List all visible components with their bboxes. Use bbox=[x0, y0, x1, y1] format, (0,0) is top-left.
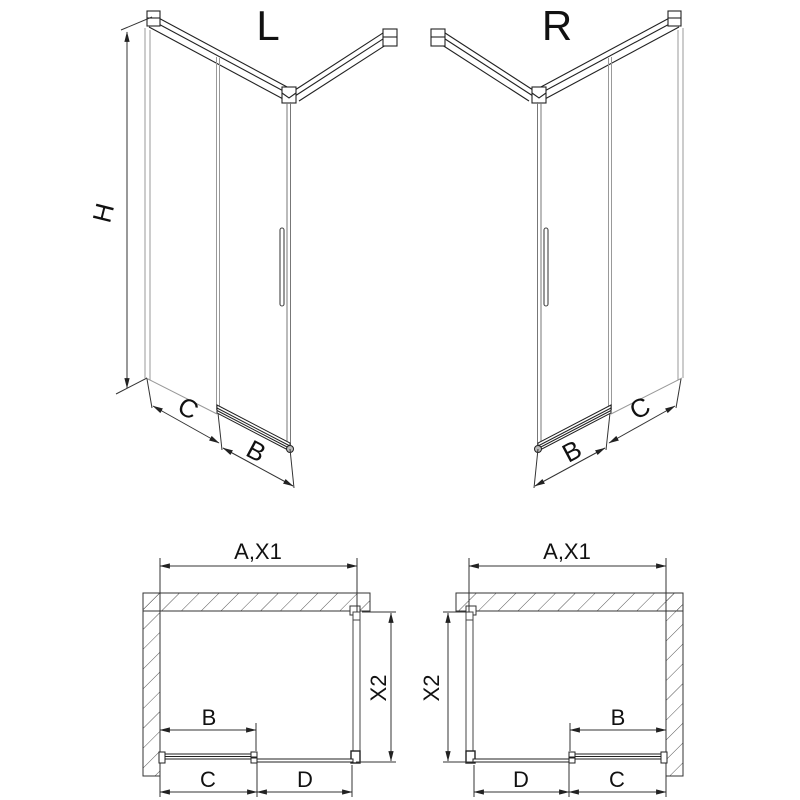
corner-post bbox=[287, 102, 291, 446]
dim-label-x2: X2 bbox=[366, 674, 391, 702]
dim-label-c: C bbox=[624, 390, 656, 426]
dim-label-b: B bbox=[557, 433, 587, 469]
dim-label-b: B bbox=[610, 705, 626, 730]
dim-label-c: C bbox=[172, 390, 204, 426]
wall-left bbox=[143, 593, 160, 776]
guide-rail bbox=[257, 759, 353, 762]
guide-rail bbox=[473, 759, 569, 762]
wall-bar-right bbox=[295, 31, 386, 90]
wall-top bbox=[456, 593, 683, 611]
wall-bracket bbox=[661, 752, 667, 763]
dim-label-b: B bbox=[241, 433, 271, 469]
iso-left-label: L bbox=[256, 2, 280, 49]
iso-view-left bbox=[86, 2, 397, 488]
plan-view-right bbox=[419, 539, 683, 797]
iso-left-dimensions bbox=[116, 17, 294, 488]
wall-top bbox=[143, 593, 370, 611]
glass-panel-edges bbox=[609, 28, 684, 414]
roller-block bbox=[251, 758, 257, 763]
dim-label-c: C bbox=[609, 767, 625, 792]
dim-label-b: B bbox=[201, 705, 217, 730]
roller-block bbox=[251, 752, 257, 757]
iso-view-right bbox=[431, 2, 683, 488]
wall-bar-left bbox=[442, 31, 533, 90]
iso-right-label: R bbox=[541, 2, 573, 49]
door-handle bbox=[280, 228, 284, 306]
dim-label-h: H bbox=[86, 200, 121, 226]
dim-label-x2: X2 bbox=[419, 674, 444, 702]
dim-label-d: D bbox=[297, 767, 313, 792]
wall-right bbox=[666, 593, 683, 776]
door-handle bbox=[544, 228, 548, 306]
wall-bracket bbox=[159, 752, 165, 763]
glass-panel-edges bbox=[145, 28, 220, 414]
sliding-door-assembly bbox=[473, 752, 667, 763]
plan-view-left bbox=[143, 539, 396, 797]
roller-block bbox=[569, 752, 575, 757]
sliding-door-assembly bbox=[159, 752, 353, 763]
side-glass-panel bbox=[353, 612, 360, 757]
roller-block bbox=[569, 758, 575, 763]
dim-label-a: A,X1 bbox=[543, 539, 591, 564]
corner-post bbox=[538, 102, 542, 446]
dim-label-a: A,X1 bbox=[234, 539, 282, 564]
side-glass-panel bbox=[466, 612, 473, 757]
dim-label-c: C bbox=[200, 767, 216, 792]
dim-label-d: D bbox=[513, 767, 529, 792]
